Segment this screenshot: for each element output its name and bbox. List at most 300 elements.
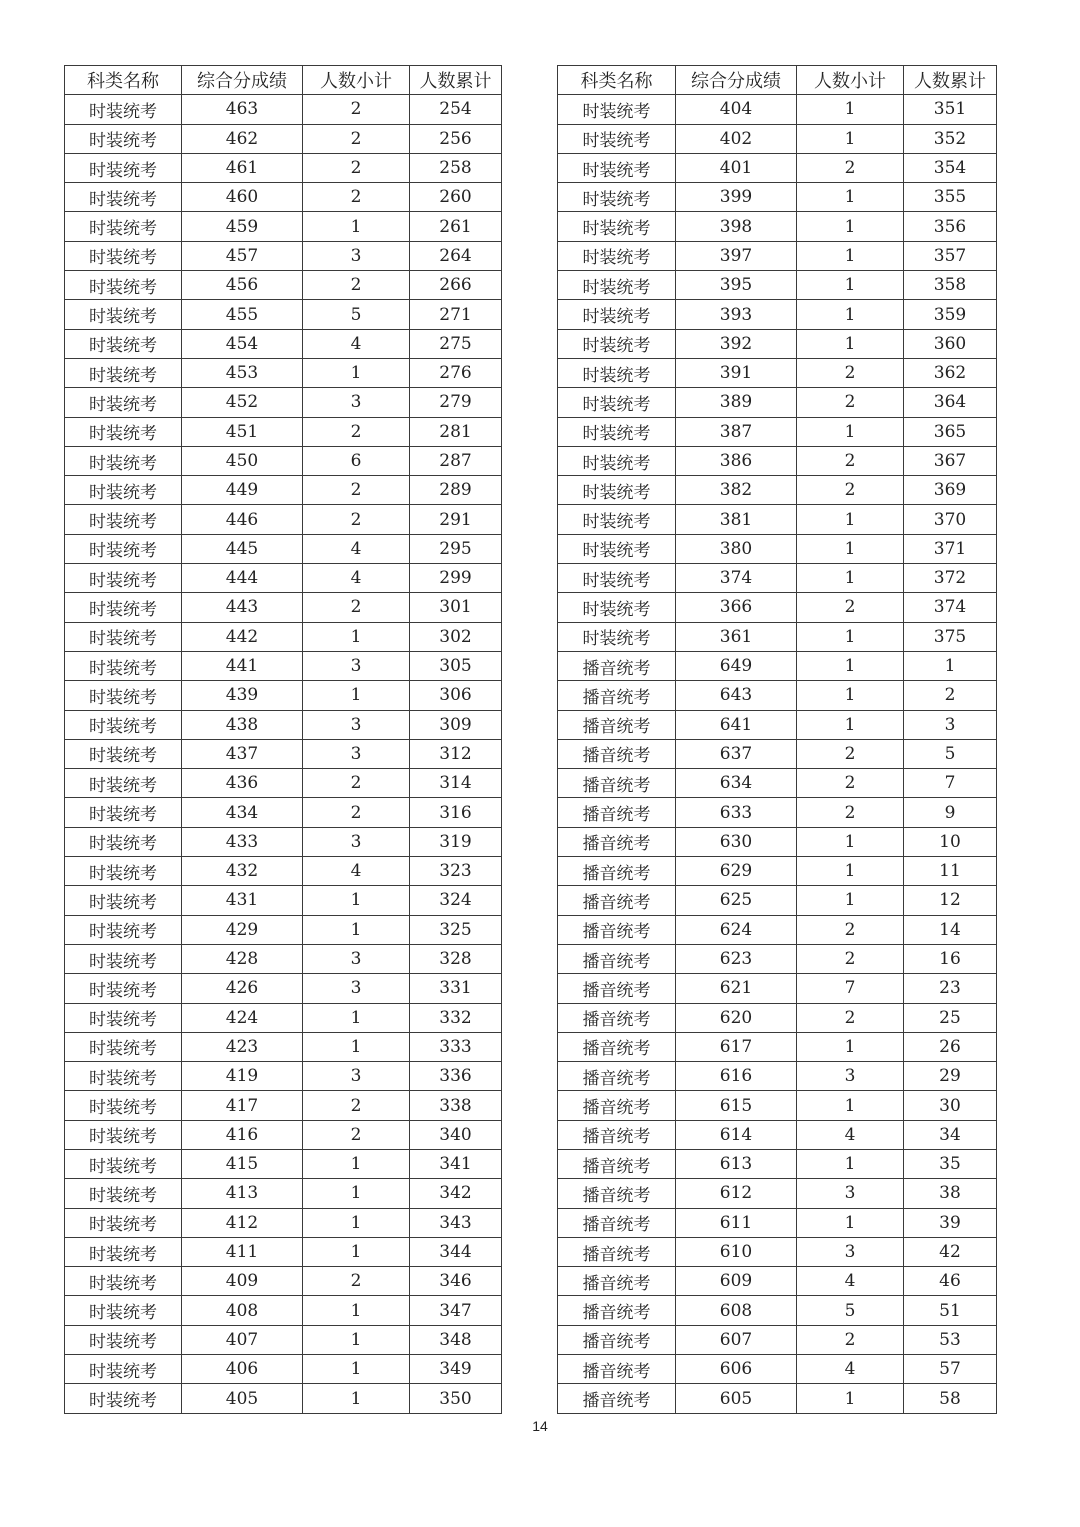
table-row (65, 593, 502, 622)
cell-count-subtotal: 2 (797, 769, 904, 798)
table-row (558, 329, 997, 358)
cell-composite-score: 444 (182, 564, 303, 593)
cell-count-cumulative: 276 (410, 358, 502, 387)
cell-count-cumulative: 354 (904, 153, 997, 182)
table-row (65, 1179, 502, 1208)
cell-count-subtotal: 2 (303, 476, 410, 505)
cell-count-subtotal: 1 (797, 827, 904, 856)
table-row (65, 1208, 502, 1237)
cell-category: 时装统考 (65, 564, 182, 593)
table-row (65, 534, 502, 563)
cell-count-subtotal: 1 (797, 417, 904, 446)
cell-count-subtotal: 1 (797, 212, 904, 241)
cell-count-cumulative: 365 (904, 417, 997, 446)
cell-count-cumulative: 372 (904, 564, 997, 593)
cell-count-cumulative: 356 (904, 212, 997, 241)
cell-count-cumulative: 332 (410, 1003, 502, 1032)
table-row (65, 915, 502, 944)
cell-count-cumulative: 369 (904, 476, 997, 505)
cell-category: 播音统考 (558, 1179, 676, 1208)
cell-category: 时装统考 (558, 95, 676, 124)
cell-category: 播音统考 (558, 1149, 676, 1178)
cell-count-subtotal: 3 (797, 1237, 904, 1266)
cell-composite-score: 450 (182, 446, 303, 475)
cell-count-subtotal: 1 (797, 886, 904, 915)
cell-count-cumulative: 9 (904, 798, 997, 827)
table-row (65, 476, 502, 505)
table-row (65, 681, 502, 710)
cell-count-cumulative: 355 (904, 183, 997, 212)
cell-count-cumulative: 258 (410, 153, 502, 182)
cell-count-subtotal: 1 (303, 1296, 410, 1325)
cell-count-cumulative: 12 (904, 886, 997, 915)
cell-count-cumulative: 323 (410, 857, 502, 886)
cell-count-cumulative: 14 (904, 915, 997, 944)
table-row (65, 329, 502, 358)
cell-count-subtotal: 3 (303, 1062, 410, 1091)
cell-count-cumulative: 306 (410, 681, 502, 710)
cell-category: 播音统考 (558, 1237, 676, 1266)
table-row (65, 944, 502, 973)
table-row (558, 1237, 997, 1266)
cell-composite-score: 453 (182, 358, 303, 387)
table-row (558, 739, 997, 768)
cell-category: 时装统考 (65, 329, 182, 358)
cell-composite-score: 429 (182, 915, 303, 944)
cell-count-subtotal: 2 (797, 1003, 904, 1032)
cell-category: 时装统考 (65, 1208, 182, 1237)
cell-count-cumulative: 328 (410, 944, 502, 973)
cell-count-cumulative: 260 (410, 183, 502, 212)
cell-category: 时装统考 (65, 1032, 182, 1061)
cell-count-cumulative: 349 (410, 1355, 502, 1384)
page-number: 14 (532, 1418, 548, 1434)
cell-count-subtotal: 3 (797, 1062, 904, 1091)
cell-category: 时装统考 (65, 1062, 182, 1091)
cell-count-cumulative: 314 (410, 769, 502, 798)
table-row (558, 1091, 997, 1120)
cell-category: 时装统考 (558, 212, 676, 241)
cell-category: 时装统考 (65, 739, 182, 768)
cell-count-subtotal: 2 (797, 593, 904, 622)
cell-composite-score: 606 (676, 1355, 797, 1384)
cell-category: 播音统考 (558, 1296, 676, 1325)
cell-composite-score: 633 (676, 798, 797, 827)
cell-count-subtotal: 2 (303, 505, 410, 534)
cell-count-cumulative: 316 (410, 798, 502, 827)
table-row (65, 1091, 502, 1120)
cell-composite-score: 415 (182, 1149, 303, 1178)
cell-composite-score: 446 (182, 505, 303, 534)
cell-category: 时装统考 (65, 1120, 182, 1149)
cell-count-subtotal: 1 (303, 1032, 410, 1061)
table-row (65, 1003, 502, 1032)
cell-composite-score: 621 (676, 974, 797, 1003)
cell-composite-score: 387 (676, 417, 797, 446)
cell-composite-score: 445 (182, 534, 303, 563)
cell-count-subtotal: 1 (797, 710, 904, 739)
cell-count-subtotal: 4 (797, 1120, 904, 1149)
cell-category: 时装统考 (65, 446, 182, 475)
cell-composite-score: 460 (182, 183, 303, 212)
cell-count-cumulative: 359 (904, 300, 997, 329)
cell-count-cumulative: 305 (410, 651, 502, 680)
cell-category: 时装统考 (65, 681, 182, 710)
table-row (558, 212, 997, 241)
cell-composite-score: 605 (676, 1384, 797, 1413)
table-row (558, 1179, 997, 1208)
cell-composite-score: 629 (676, 857, 797, 886)
cell-category: 时装统考 (65, 241, 182, 270)
table-row (65, 739, 502, 768)
cell-count-subtotal: 6 (303, 446, 410, 475)
cell-composite-score: 391 (676, 358, 797, 387)
cell-category: 播音统考 (558, 1325, 676, 1354)
cell-count-cumulative: 362 (904, 358, 997, 387)
cell-composite-score: 459 (182, 212, 303, 241)
cell-count-cumulative: 5 (904, 739, 997, 768)
cell-count-subtotal: 1 (303, 1003, 410, 1032)
cell-category: 时装统考 (558, 446, 676, 475)
cell-count-subtotal: 2 (797, 358, 904, 387)
table-row (65, 358, 502, 387)
cell-composite-score: 624 (676, 915, 797, 944)
cell-count-cumulative: 346 (410, 1267, 502, 1296)
table-row (558, 710, 997, 739)
cell-composite-score: 610 (676, 1237, 797, 1266)
table-row (65, 1120, 502, 1149)
cell-composite-score: 392 (676, 329, 797, 358)
cell-count-subtotal: 4 (797, 1355, 904, 1384)
table-row (65, 564, 502, 593)
cell-count-subtotal: 1 (303, 622, 410, 651)
cell-count-cumulative: 348 (410, 1325, 502, 1354)
table-row (558, 798, 997, 827)
cell-composite-score: 423 (182, 1032, 303, 1061)
cell-count-cumulative: 341 (410, 1149, 502, 1178)
cell-category: 时装统考 (65, 153, 182, 182)
cell-count-cumulative: 29 (904, 1062, 997, 1091)
cell-count-cumulative: 299 (410, 564, 502, 593)
cell-count-cumulative: 266 (410, 271, 502, 300)
cell-count-cumulative: 23 (904, 974, 997, 1003)
cell-category: 时装统考 (65, 124, 182, 153)
cell-count-subtotal: 4 (303, 564, 410, 593)
cell-count-subtotal: 1 (303, 1149, 410, 1178)
table-row (65, 1062, 502, 1091)
cell-category: 时装统考 (558, 593, 676, 622)
cell-count-cumulative: 375 (904, 622, 997, 651)
cell-count-cumulative: 39 (904, 1208, 997, 1237)
cell-count-subtotal: 1 (303, 1179, 410, 1208)
cell-composite-score: 613 (676, 1149, 797, 1178)
cell-count-subtotal: 1 (797, 1208, 904, 1237)
cell-count-cumulative: 312 (410, 739, 502, 768)
cell-count-subtotal: 2 (303, 417, 410, 446)
cell-composite-score: 451 (182, 417, 303, 446)
table-row (65, 1032, 502, 1061)
cell-composite-score: 608 (676, 1296, 797, 1325)
cell-count-subtotal: 2 (303, 1091, 410, 1120)
table-row (558, 358, 997, 387)
cell-count-subtotal: 1 (797, 857, 904, 886)
table-row (65, 1237, 502, 1266)
cell-count-cumulative: 11 (904, 857, 997, 886)
cell-category: 时装统考 (65, 1003, 182, 1032)
cell-count-cumulative: 367 (904, 446, 997, 475)
cell-count-cumulative: 51 (904, 1296, 997, 1325)
table-row (65, 446, 502, 475)
cell-category: 时装统考 (65, 95, 182, 124)
cell-composite-score: 457 (182, 241, 303, 270)
cell-count-cumulative: 25 (904, 1003, 997, 1032)
header-count-subtotal: 人数小计 (797, 66, 904, 95)
table-row (558, 1032, 997, 1061)
cell-category: 时装统考 (65, 769, 182, 798)
cell-count-cumulative: 7 (904, 769, 997, 798)
cell-count-subtotal: 2 (797, 1325, 904, 1354)
cell-composite-score: 397 (676, 241, 797, 270)
cell-count-subtotal: 1 (797, 505, 904, 534)
cell-count-cumulative: 3 (904, 710, 997, 739)
table-row (558, 681, 997, 710)
header-count-cumulative: 人数累计 (904, 66, 997, 95)
cell-category: 时装统考 (558, 183, 676, 212)
cell-count-subtotal: 1 (797, 271, 904, 300)
cell-count-subtotal: 3 (303, 827, 410, 856)
table-row (558, 1325, 997, 1354)
table-row (65, 798, 502, 827)
cell-composite-score: 382 (676, 476, 797, 505)
cell-category: 时装统考 (65, 622, 182, 651)
cell-count-subtotal: 5 (797, 1296, 904, 1325)
table-row (65, 1325, 502, 1354)
cell-count-subtotal: 1 (797, 681, 904, 710)
cell-count-cumulative: 16 (904, 944, 997, 973)
cell-composite-score: 625 (676, 886, 797, 915)
cell-category: 时装统考 (65, 1325, 182, 1354)
cell-composite-score: 389 (676, 388, 797, 417)
cell-count-cumulative: 256 (410, 124, 502, 153)
table-row (65, 241, 502, 270)
cell-count-subtotal: 4 (797, 1267, 904, 1296)
cell-count-cumulative: 360 (904, 329, 997, 358)
cell-composite-score: 406 (182, 1355, 303, 1384)
cell-category: 时装统考 (65, 827, 182, 856)
cell-category: 时装统考 (65, 886, 182, 915)
score-table-left (64, 65, 502, 1414)
cell-count-subtotal: 2 (797, 944, 904, 973)
cell-count-subtotal: 1 (797, 534, 904, 563)
cell-count-subtotal: 1 (797, 651, 904, 680)
cell-composite-score: 620 (676, 1003, 797, 1032)
cell-composite-score: 433 (182, 827, 303, 856)
table-row (65, 505, 502, 534)
table-row (65, 388, 502, 417)
cell-count-subtotal: 1 (797, 1149, 904, 1178)
cell-composite-score: 455 (182, 300, 303, 329)
table-row (558, 915, 997, 944)
cell-count-cumulative: 264 (410, 241, 502, 270)
cell-composite-score: 462 (182, 124, 303, 153)
cell-composite-score: 614 (676, 1120, 797, 1149)
cell-composite-score: 361 (676, 622, 797, 651)
table-row (65, 212, 502, 241)
cell-composite-score: 439 (182, 681, 303, 710)
table-row (65, 153, 502, 182)
cell-count-subtotal: 3 (303, 710, 410, 739)
cell-count-subtotal: 3 (303, 739, 410, 768)
cell-category: 时装统考 (65, 534, 182, 563)
cell-count-cumulative: 364 (904, 388, 997, 417)
cell-category: 时装统考 (65, 505, 182, 534)
cell-count-subtotal: 3 (303, 241, 410, 270)
cell-count-subtotal: 1 (303, 1208, 410, 1237)
cell-category: 时装统考 (558, 271, 676, 300)
table-row (65, 300, 502, 329)
table-header-row (558, 66, 997, 95)
table-row (65, 124, 502, 153)
cell-count-subtotal: 1 (303, 681, 410, 710)
cell-category: 播音统考 (558, 1208, 676, 1237)
cell-category: 播音统考 (558, 915, 676, 944)
cell-count-subtotal: 3 (303, 651, 410, 680)
table-row (65, 1384, 502, 1413)
table-row (558, 1149, 997, 1178)
cell-composite-score: 609 (676, 1267, 797, 1296)
cell-count-cumulative: 352 (904, 124, 997, 153)
cell-composite-score: 643 (676, 681, 797, 710)
table-row (558, 622, 997, 651)
cell-composite-score: 426 (182, 974, 303, 1003)
header-composite-score: 综合分成绩 (182, 66, 303, 95)
cell-composite-score: 441 (182, 651, 303, 680)
cell-category: 时装统考 (65, 183, 182, 212)
cell-count-cumulative: 347 (410, 1296, 502, 1325)
table-row (558, 769, 997, 798)
cell-count-cumulative: 291 (410, 505, 502, 534)
cell-composite-score: 374 (676, 564, 797, 593)
cell-composite-score: 408 (182, 1296, 303, 1325)
cell-category: 时装统考 (65, 974, 182, 1003)
cell-count-cumulative: 295 (410, 534, 502, 563)
table-row (558, 1384, 997, 1413)
cell-category: 播音统考 (558, 944, 676, 973)
cell-count-subtotal: 2 (303, 769, 410, 798)
table-row (65, 769, 502, 798)
cell-composite-score: 437 (182, 739, 303, 768)
cell-count-cumulative: 343 (410, 1208, 502, 1237)
cell-category: 播音统考 (558, 1003, 676, 1032)
cell-category: 播音统考 (558, 827, 676, 856)
cell-category: 播音统考 (558, 710, 676, 739)
cell-count-cumulative: 10 (904, 827, 997, 856)
cell-count-cumulative: 338 (410, 1091, 502, 1120)
cell-count-cumulative: 279 (410, 388, 502, 417)
table-row (558, 300, 997, 329)
cell-composite-score: 463 (182, 95, 303, 124)
table-row (558, 1120, 997, 1149)
cell-count-subtotal: 3 (303, 388, 410, 417)
cell-composite-score: 399 (676, 183, 797, 212)
cell-category: 时装统考 (558, 417, 676, 446)
table-row (65, 417, 502, 446)
cell-category: 时装统考 (65, 915, 182, 944)
cell-composite-score: 411 (182, 1237, 303, 1266)
cell-count-cumulative: 371 (904, 534, 997, 563)
cell-count-subtotal: 1 (303, 1355, 410, 1384)
cell-count-subtotal: 2 (303, 124, 410, 153)
cell-category: 时装统考 (65, 593, 182, 622)
cell-count-subtotal: 2 (303, 95, 410, 124)
cell-category: 时装统考 (65, 1384, 182, 1413)
cell-category: 时装统考 (65, 944, 182, 973)
cell-count-subtotal: 2 (303, 1120, 410, 1149)
cell-count-subtotal: 2 (303, 798, 410, 827)
cell-count-cumulative: 370 (904, 505, 997, 534)
cell-count-subtotal: 3 (303, 944, 410, 973)
table-row (65, 710, 502, 739)
table-row (558, 505, 997, 534)
cell-count-subtotal: 2 (797, 153, 904, 182)
cell-category: 时装统考 (65, 1237, 182, 1266)
cell-count-cumulative: 289 (410, 476, 502, 505)
cell-count-subtotal: 1 (303, 915, 410, 944)
cell-category: 时装统考 (65, 1149, 182, 1178)
cell-count-subtotal: 1 (797, 329, 904, 358)
table-row (65, 271, 502, 300)
cell-composite-score: 641 (676, 710, 797, 739)
cell-count-cumulative: 287 (410, 446, 502, 475)
cell-count-subtotal: 1 (797, 1091, 904, 1120)
cell-count-subtotal: 3 (797, 1179, 904, 1208)
table-row (558, 1062, 997, 1091)
cell-count-subtotal: 1 (797, 564, 904, 593)
cell-count-cumulative: 336 (410, 1062, 502, 1091)
cell-count-subtotal: 2 (303, 271, 410, 300)
cell-count-subtotal: 2 (303, 593, 410, 622)
cell-composite-score: 417 (182, 1091, 303, 1120)
cell-category: 播音统考 (558, 886, 676, 915)
cell-count-cumulative: 325 (410, 915, 502, 944)
table-row (558, 1267, 997, 1296)
cell-count-subtotal: 7 (797, 974, 904, 1003)
cell-category: 播音统考 (558, 1091, 676, 1120)
cell-count-subtotal: 3 (303, 974, 410, 1003)
cell-count-cumulative: 333 (410, 1032, 502, 1061)
cell-count-cumulative: 344 (410, 1237, 502, 1266)
cell-category: 播音统考 (558, 1120, 676, 1149)
table-row (558, 1003, 997, 1032)
table-row (65, 95, 502, 124)
cell-category: 时装统考 (65, 1179, 182, 1208)
cell-composite-score: 432 (182, 857, 303, 886)
table-row (65, 886, 502, 915)
table-row (65, 183, 502, 212)
header-composite-score: 综合分成绩 (676, 66, 797, 95)
cell-count-cumulative: 53 (904, 1325, 997, 1354)
cell-composite-score: 615 (676, 1091, 797, 1120)
table-row (558, 886, 997, 915)
cell-count-subtotal: 2 (797, 739, 904, 768)
cell-count-subtotal: 1 (797, 1032, 904, 1061)
cell-count-subtotal: 2 (797, 388, 904, 417)
cell-count-cumulative: 374 (904, 593, 997, 622)
cell-category: 时装统考 (65, 358, 182, 387)
cell-category: 播音统考 (558, 739, 676, 768)
cell-category: 播音统考 (558, 651, 676, 680)
cell-composite-score: 419 (182, 1062, 303, 1091)
